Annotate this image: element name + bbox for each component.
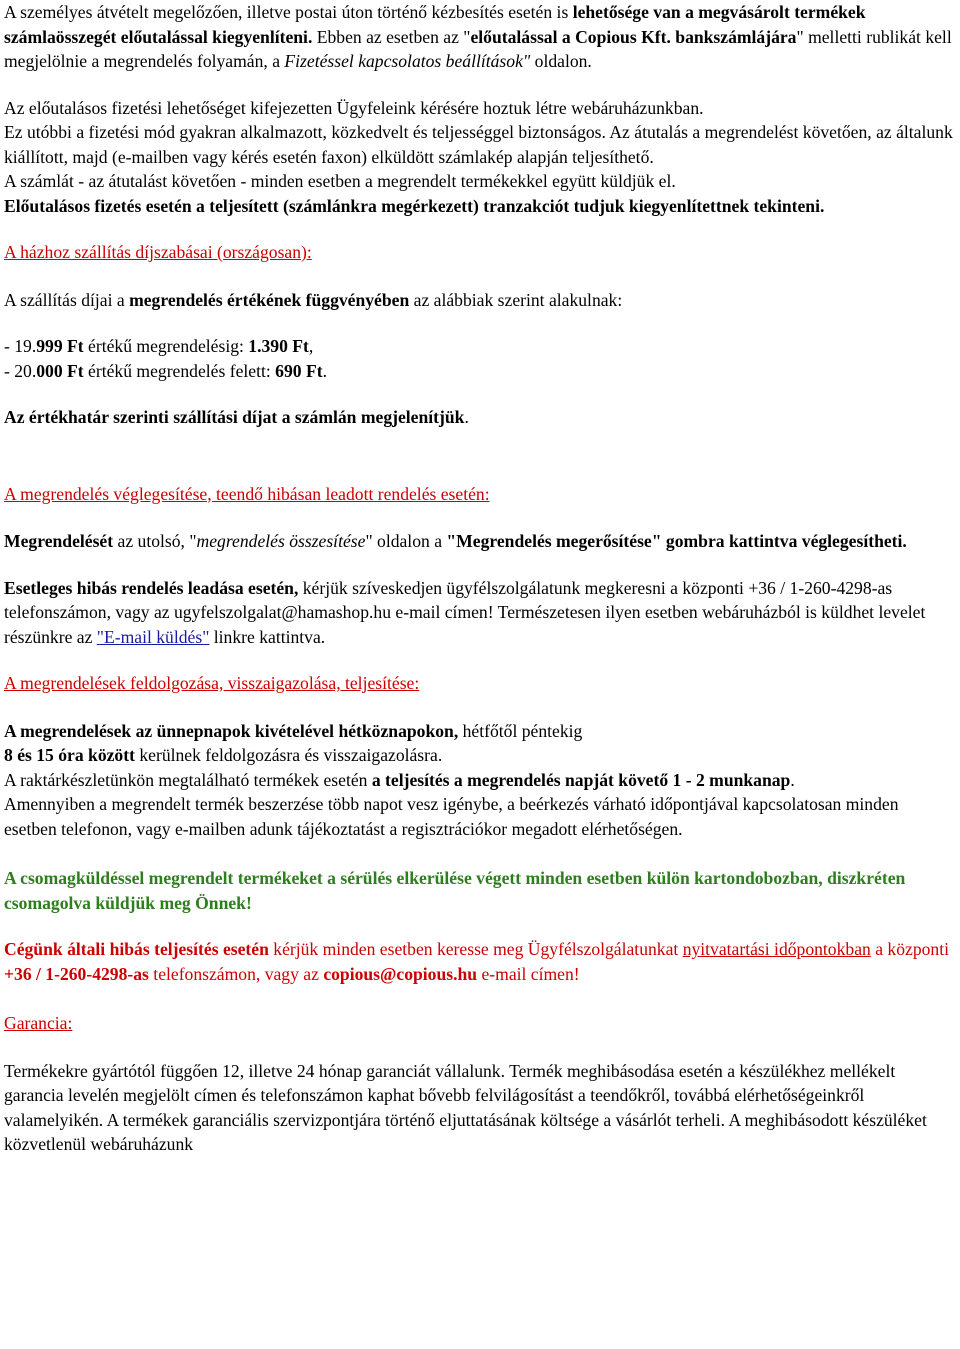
shipping-intro xyxy=(4,288,954,313)
text: kérjük minden esetben keresse meg Ügyfélszolgálatunkat xyxy=(268,939,683,959)
faulty-fulfilment-paragraph xyxy=(4,937,954,986)
text: A raktárkészletünkön megtalálható termékek esetén xyxy=(4,769,372,790)
error-order-paragraph xyxy=(4,576,954,650)
processing-heading: A megrendelések feldolgozása, visszaigazolása, teljesítése: xyxy=(4,673,420,693)
text: előutalással a Copious Kft. bankszámlájára xyxy=(470,26,797,47)
text: Cégünk általi hibás teljesítés esetén xyxy=(4,939,269,959)
text: Amennyiben a megrendelt termék beszerzése több napot vesz igénybe, a beérkezés várható időpontjával kapcsolatosan minden esetben telefonon, vagy e-mailben adunk tájékoztatást a regisztrációkor megadott elérhetőségen. xyxy=(4,794,899,839)
text: az alábbiak szerint alakulnak: xyxy=(409,289,623,310)
text: 390 Ft xyxy=(261,336,309,356)
text: értékű megrendelés felett: xyxy=(83,360,276,381)
text: Megrendelését xyxy=(4,531,114,551)
text: Az előutalásos fizetési lehetőséget kifejezetten Ügyfeleink kérésére hoztuk létre webáruházunkban. xyxy=(4,97,704,118)
text: 000 Ft xyxy=(36,360,84,381)
text: Az értékhatár szerinti szállítási díjat a számlán megjelenítjük xyxy=(4,407,465,427)
text: telefonszámon, vagy az xyxy=(148,963,324,984)
text: A számlát - az átutalást követően - minden esetben a megrendelt termékekkel együtt küldjük el. xyxy=(4,171,676,191)
text: lehetősége van a megvásárolt termékek számlaösszegét előutalással kiegyenlíteni. xyxy=(4,2,866,47)
text: Ez utóbbi a fizetési mód gyakran alkalmazott, közkedvelt és teljességgel biztonságos. xyxy=(4,122,606,142)
text: 690 Ft xyxy=(275,360,323,381)
text: A szállítás díjai a xyxy=(4,289,130,310)
text: 1. xyxy=(248,336,262,356)
text: Ebben az esetben az " xyxy=(312,26,471,47)
prepayment-details xyxy=(4,96,954,219)
text: copious@copious.hu xyxy=(323,963,478,984)
packaging-note xyxy=(4,866,954,915)
text: . xyxy=(322,360,327,381)
text: " oldalon a xyxy=(365,531,447,551)
text: . xyxy=(790,769,795,790)
warranty-heading: Garancia: xyxy=(4,1013,73,1033)
shipping-note xyxy=(4,405,954,430)
shipping-rates xyxy=(4,334,954,383)
text: Fizetéssel kapcsolatos beállítások" xyxy=(284,51,531,71)
text: A személyes átvételt megelőzően, illetve postai úton történő kézbesítés esetén is xyxy=(4,2,573,22)
text: - 20. xyxy=(4,360,37,381)
text: " melletti rublikát kell megjelölnie a megrendelés folyamán, a xyxy=(4,26,952,71)
text: e-mail címen! xyxy=(477,963,580,984)
text: az utolsó, " xyxy=(113,531,197,551)
text: megrendelés összesítése xyxy=(196,531,366,551)
finalize-paragraph xyxy=(4,529,954,554)
text: kérjük szíveskedjen ügyfélszolgálatunk megkeresni a központi +36 / 1-260-4298-as telefonszámon, vagy az ugyfelszolgalat@hamashop.hu e-mail címen! Természetesen ilyen esetben webáruházból is küldhet levelet részünkre az xyxy=(4,577,926,647)
text: a központi xyxy=(870,939,949,959)
text: A megrendelések az ünnepnapok kivételével hétköznapokon, xyxy=(4,720,459,741)
text: A csomagküldéssel megrendelt termékeket a sérülés elkerülése végett minden esetben külön kartondobozban, diszkréten csomagolva küldjük meg Önnek! xyxy=(4,868,906,913)
text: hétfőtől péntekig xyxy=(458,720,583,741)
document-page xyxy=(4,0,954,1157)
text: oldalon. xyxy=(530,51,592,71)
text: kerülnek feldolgozásra és visszaigazolásra. xyxy=(134,745,443,765)
text: linkre kattintva. xyxy=(209,626,326,647)
text: . xyxy=(464,407,469,427)
text: Az átutalás a megrendelést követően, az általunk kiállított, majd (e-mailben vagy kérés esetén faxon) elküldött számlakép alapján teljesíthető. xyxy=(4,122,953,167)
text: megrendelés értékének függvényében xyxy=(129,289,410,310)
opening-hours-link[interactable]: nyitvatartási időpontokban xyxy=(682,939,871,959)
processing-paragraph xyxy=(4,719,954,842)
warranty-paragraph: Termékekre gyártótól függően 12, illetve 24 hónap garanciát vállalunk. Termék meghibásodása esetén a készülékhez mellékelt garancia levelén megjelölt címen és telefonszámon kaphat bővebb felvilágosítást a teendőkről, továbbá elérhetőségeinkről valamelyikén. A termékek garanciális szervizpontjára történő eljuttatásának költsége a vásárlót terheli. A meghibásodott készüléket közvetlenül webáruházunk xyxy=(4,1060,927,1154)
text: 999 Ft xyxy=(36,336,84,356)
finalize-heading: A megrendelés véglegesítése, teendő hibásan leadott rendelés esetén: xyxy=(4,483,490,504)
text: +36 / 1-260-4298-as xyxy=(4,963,149,984)
text: a teljesítés a megrendelés napját követő 1 - 2 munkanap xyxy=(371,769,791,790)
shipping-heading: A házhoz szállítás díjszabásai (országosan): xyxy=(4,242,312,262)
text: értékű megrendelésig: xyxy=(83,336,249,356)
text: Előutalásos fizetés esetén a teljesített (számlánkra megérkezett) tranzakciót tudjuk kiegyenlítettnek tekinteni. xyxy=(4,195,825,216)
text: 8 és 15 óra között xyxy=(4,745,135,765)
text: "Megrendelés megerősítése" gombra kattintva véglegesítheti. xyxy=(446,531,907,551)
text: - 19. xyxy=(4,336,37,356)
email-send-link[interactable]: "E-mail küldés" xyxy=(96,626,210,647)
text: , xyxy=(308,336,314,356)
prepayment-paragraph xyxy=(4,0,954,74)
text: Esetleges hibás rendelés leadása esetén, xyxy=(4,577,299,598)
